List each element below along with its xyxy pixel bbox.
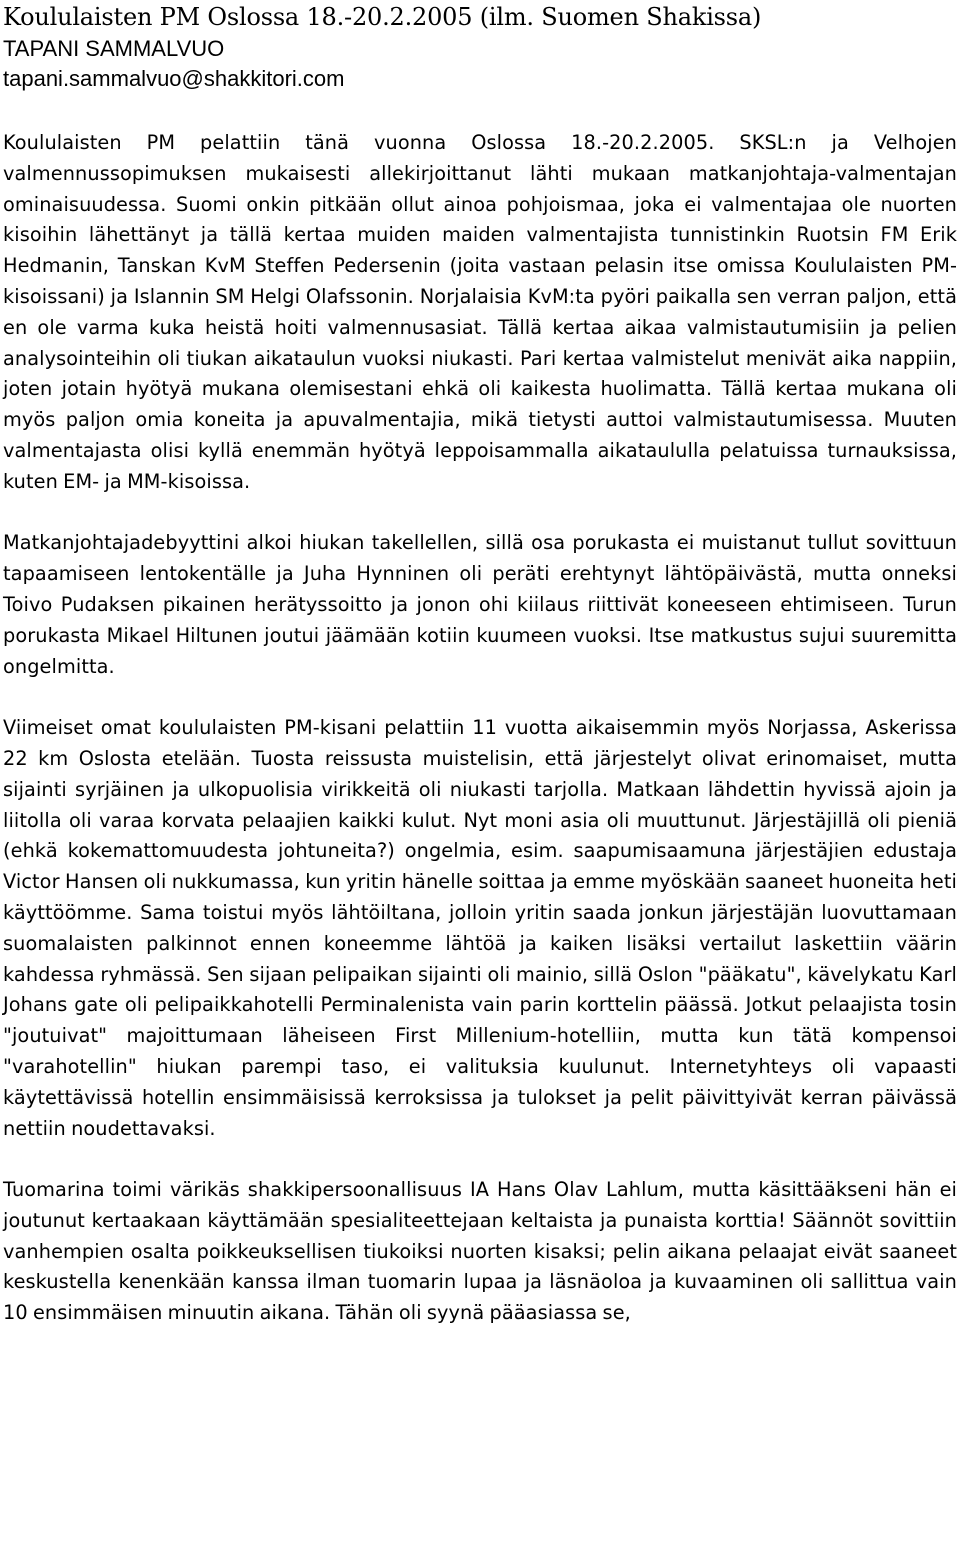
article-title: Koululaisten PM Oslossa 18.-20.2.2005 (ilm. Suomen Shakissa) xyxy=(3,3,762,31)
author-email: tapani.sammalvuo@shakkitori.com xyxy=(3,66,345,91)
article-body xyxy=(3,128,957,1329)
paragraph: Koululaisten PM pelattiin tänä vuonna Oslossa 18.-20.2.2005. SKSL:n ja Velhojen valmennussopimuksen mukaisesti allekirjoittanut lähti mukaan matkanjohtaja-valmentajan ominaisuudessa. Suomi onkin pitkään ollut ainoa pohjoismaa, joka ei valmentajaa ole nuorten kisoihin lähettänyt ja tällä kertaa muiden maiden valmentajista tunnistinkin Ruotsin FM Erik Hedmanin, Tanskan KvM Steffen Pedersenin (joita vastaan pelasin itse omissa Koululaisten PM-kisoissani) ja Islannin SM Helgi Olafssonin. Norjalaisia KvM:ta pyöri paikalla sen verran paljon, että en ole varma kuka heistä hoiti valmennusasiat. Tällä kertaa aikaa valmistautumisiin ja pelien analysointeihin oli tiukan aikataulun vuoksi niukasti. Pari kertaa valmistelut menivät aika nappiin, joten jotain hyötyä mukana olemisestani ehkä oli kaikesta huolimatta. Tällä kertaa mukana oli myös paljon omia koneita ja apuvalmentajia, mikä tietysti auttoi valmistautumisessa. Muuten valmentajasta olisi kyllä enemmän hyötyä leppoisammalla aikataululla pelatuissa turnauksissa, kuten EM- ja MM-kisoissa. xyxy=(3,131,957,493)
document-page xyxy=(3,0,957,1329)
paragraph: Tuomarina toimi värikäs shakkipersoonallisuus IA Hans Olav Lahlum, mutta käsittääkseni hän ei joutunut kertaakaan käyttämään spesialiteettejaan keltaista ja punaista korttia! Säännöt sovittiin vanhempien osalta poikkeuksellisen tiukoiksi nuorten kisaksi; pelin aikana pelaajat eivät saaneet keskustella kenenkään kanssa ilman tuomarin lupaa ja läsnäoloa ja kuvaaminen oli sallittua vain 10 ensimmäisen minuutin aikana. Tähän oli syynä pääasiassa se, xyxy=(3,1178,957,1325)
paragraph: Matkanjohtajadebyyttini alkoi hiukan takellellen, sillä osa porukasta ei muistanut tullut sovittuun tapaamiseen lentokentälle ja Juha Hynninen oli peräti erehtynyt lähtöpäivästä, mutta onneksi Toivo Pudaksen pikainen herätyssoitto ja jonon ohi kiilaus riittivät koneeseen ehtimiseen. Turun porukasta Mikael Hiltunen joutui jäämään kotiin kuumeen vuoksi. Itse matkustus sujui suuremitta ongelmitta. xyxy=(3,531,957,678)
blank-line xyxy=(3,94,957,128)
paragraph: Viimeiset omat koululaisten PM-kisani pelattiin 11 vuotta aikaisemmin myös Norjassa, Askerissa 22 km Oslosta etelään. Tuosta reissusta muistelisin, että järjestelyt olivat erinomaiset, mutta sijainti syrjäinen ja ulkopuolisia virikkeitä oli niukasti tarjolla. Matkaan lähdettin hyvissä ajoin ja liitolla oli varaa korvata pelaajien kaikki kulut. Nyt moni asia oli muuttunut. Järjestäjillä oli pieniä (ehkä kokemattomuudesta johtuneita?) ongelmia, esim. saapumisaamuna järjestäjien edustaja Victor Hansen oli nukkumassa, kun yritin hänelle soittaa ja emme myöskään saaneet huoneita heti käyttöömme. Sama toistui myös lähtöiltana, jolloin yritin saada jonkun järjestäjän luovuttamaan suomalaisten palkinnot ennen koneemme lähtöä ja kaiken lisäksi vertailut laskettiin väärin kahdessa ryhmässä. Sen sijaan pelipaikan sijainti oli mainio, sillä Oslon "pääkatu", kävelykatu Karl Johans gate oli pelipaikkahotelli Perminalenista vain parin korttelin päässä. Jotkut pelaajista tosin "joutuivat" majoittumaan läheiseen First Millenium-hotelliin, mutta kun tätä kompensoi "varahotellin" hiukan parempi taso, ei valituksia kuulunut. Internetyhteys oli vapaasti käytettävissä hotellin ensimmäisissä kerroksissa ja tulokset ja pelit päivittyivät kerran päivässä nettiin noudettavaksi. xyxy=(3,716,957,1140)
author-name: TAPANI SAMMALVUO xyxy=(3,36,225,61)
